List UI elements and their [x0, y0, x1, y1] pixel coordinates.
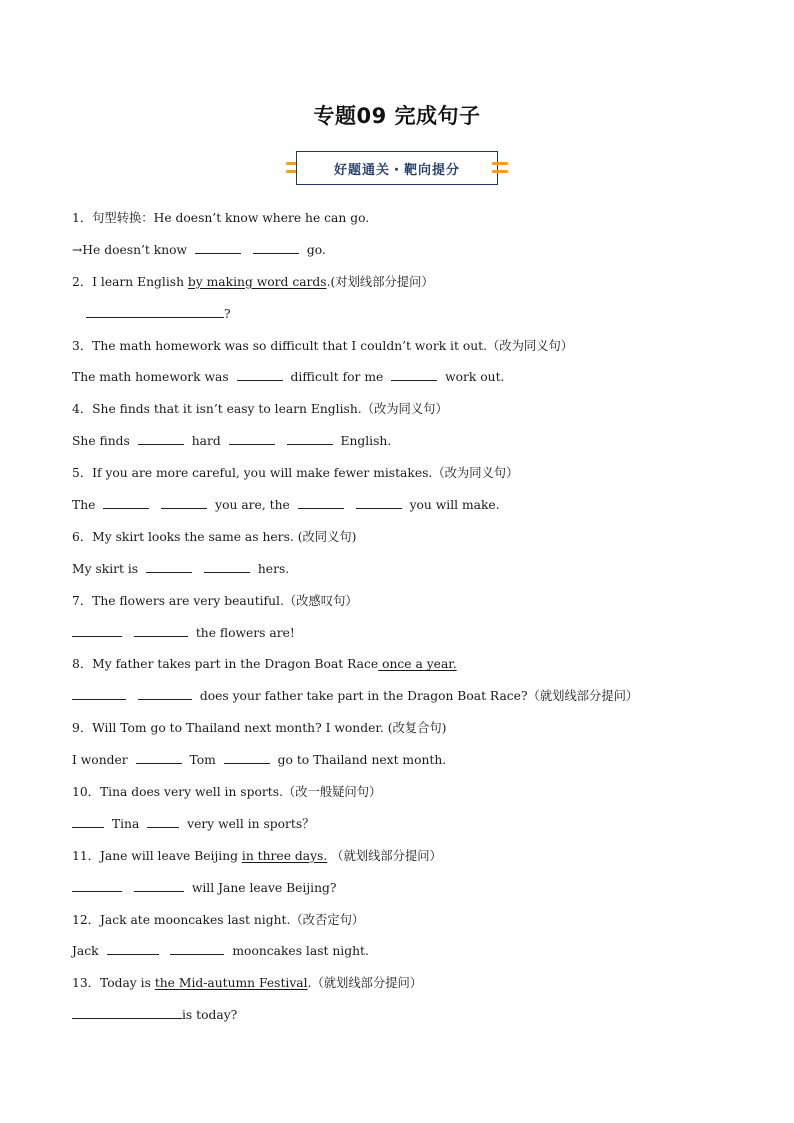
- banner-label: 好题通关・靶向提分: [296, 151, 498, 185]
- answer-blank[interactable]: [72, 1005, 182, 1019]
- answer-blank[interactable]: [161, 495, 207, 509]
- answer-blank[interactable]: [204, 559, 250, 573]
- underlined-phrase: by making word cards: [187, 274, 327, 289]
- page-title: 专题09 完成句子: [313, 104, 481, 128]
- question-3-answer: The math homework was difficult for me work out.: [72, 362, 732, 394]
- answer-blank[interactable]: [287, 431, 333, 445]
- answer-blank[interactable]: [134, 623, 188, 637]
- question-4-prompt: 4．She finds that it isn’t easy to learn English.（改为同义句）: [72, 402, 448, 417]
- question-2-prompt: 2．I learn English by making word cards.(对划线部分提问）: [72, 274, 434, 289]
- question-10-prompt: 10．Tina does very well in sports.（改一般疑问句）: [72, 785, 382, 800]
- question-1-prompt: 1．句型转换：He doesn’t know where he can go.: [72, 211, 370, 225]
- question-11-prompt: 11．Jane will leave Beijing in three days. （就划线部分提问）: [72, 848, 442, 863]
- underlined-phrase: once a year.: [378, 657, 457, 672]
- question-list: [72, 203, 732, 1032]
- answer-blank[interactable]: [229, 431, 275, 445]
- answer-blank[interactable]: [72, 623, 122, 637]
- underlined-phrase: the Mid-autumn Festival: [154, 976, 308, 991]
- question-3-prompt: 3．The math homework was so difficult that I couldn’t work it out.（改为同义句）: [72, 338, 574, 353]
- answer-blank[interactable]: [134, 878, 184, 892]
- answer-blank[interactable]: [138, 686, 192, 700]
- answer-blank[interactable]: [86, 304, 224, 318]
- question-13-prompt: 13．Today is the Mid-autumn Festival.（就划线部分提问）: [72, 976, 423, 991]
- question-5-prompt: 5．If you are more careful, you will make fewer mistakes.（改为同义句）: [72, 466, 519, 481]
- question-8-prompt: 8．My father takes part in the Dragon Boat Race once a year.: [72, 657, 457, 672]
- answer-blank[interactable]: [224, 750, 270, 764]
- answer-blank[interactable]: [147, 814, 179, 828]
- question-8-answer: does your father take part in the Dragon Boat Race?（就划线部分提问）: [72, 681, 732, 713]
- underlined-phrase: in three days.: [241, 848, 328, 863]
- banner-right-decoration-icon: [492, 160, 508, 176]
- question-11-answer: will Jane leave Beijing?: [72, 873, 732, 905]
- answer-blank[interactable]: [298, 495, 344, 509]
- question-12-prompt: 12．Jack ate mooncakes last night.（改否定句）: [72, 912, 365, 927]
- question-12-answer: Jack mooncakes last night.: [72, 936, 732, 968]
- answer-blank[interactable]: [103, 495, 149, 509]
- question-1-answer: →He doesn’t know go.: [72, 235, 732, 267]
- question-2-answer: ?: [72, 299, 732, 331]
- answer-blank[interactable]: [253, 240, 299, 254]
- question-5-answer: The you are, the you will make.: [72, 490, 732, 522]
- question-9-answer: I wonder Tom go to Thailand next month.: [72, 745, 732, 777]
- answer-blank[interactable]: [146, 559, 192, 573]
- answer-blank[interactable]: [72, 878, 122, 892]
- answer-blank[interactable]: [237, 367, 283, 381]
- answer-blank[interactable]: [195, 240, 241, 254]
- answer-blank[interactable]: [356, 495, 402, 509]
- question-13-answer: is today?: [72, 1000, 732, 1032]
- question-7-prompt: 7．The flowers are very beautiful.（改感叹句）: [72, 593, 358, 608]
- answer-blank[interactable]: [72, 686, 126, 700]
- answer-blank[interactable]: [136, 750, 182, 764]
- question-7-answer: the flowers are!: [72, 618, 732, 650]
- answer-blank[interactable]: [170, 941, 224, 955]
- question-10-answer: Tina very well in sports？: [72, 809, 732, 841]
- question-6-answer: My skirt is hers.: [72, 554, 732, 586]
- answer-blank[interactable]: [107, 941, 159, 955]
- answer-blank[interactable]: [391, 367, 437, 381]
- answer-blank[interactable]: [138, 431, 184, 445]
- question-4-answer: She finds hard English.: [72, 426, 732, 458]
- section-banner: [286, 151, 508, 187]
- question-9-prompt: 9．Will Tom go to Thailand next month? I wonder. (改复合句): [72, 721, 447, 736]
- answer-blank[interactable]: [72, 814, 104, 828]
- question-6-prompt: 6．My skirt looks the same as hers. (改同义句): [72, 529, 357, 544]
